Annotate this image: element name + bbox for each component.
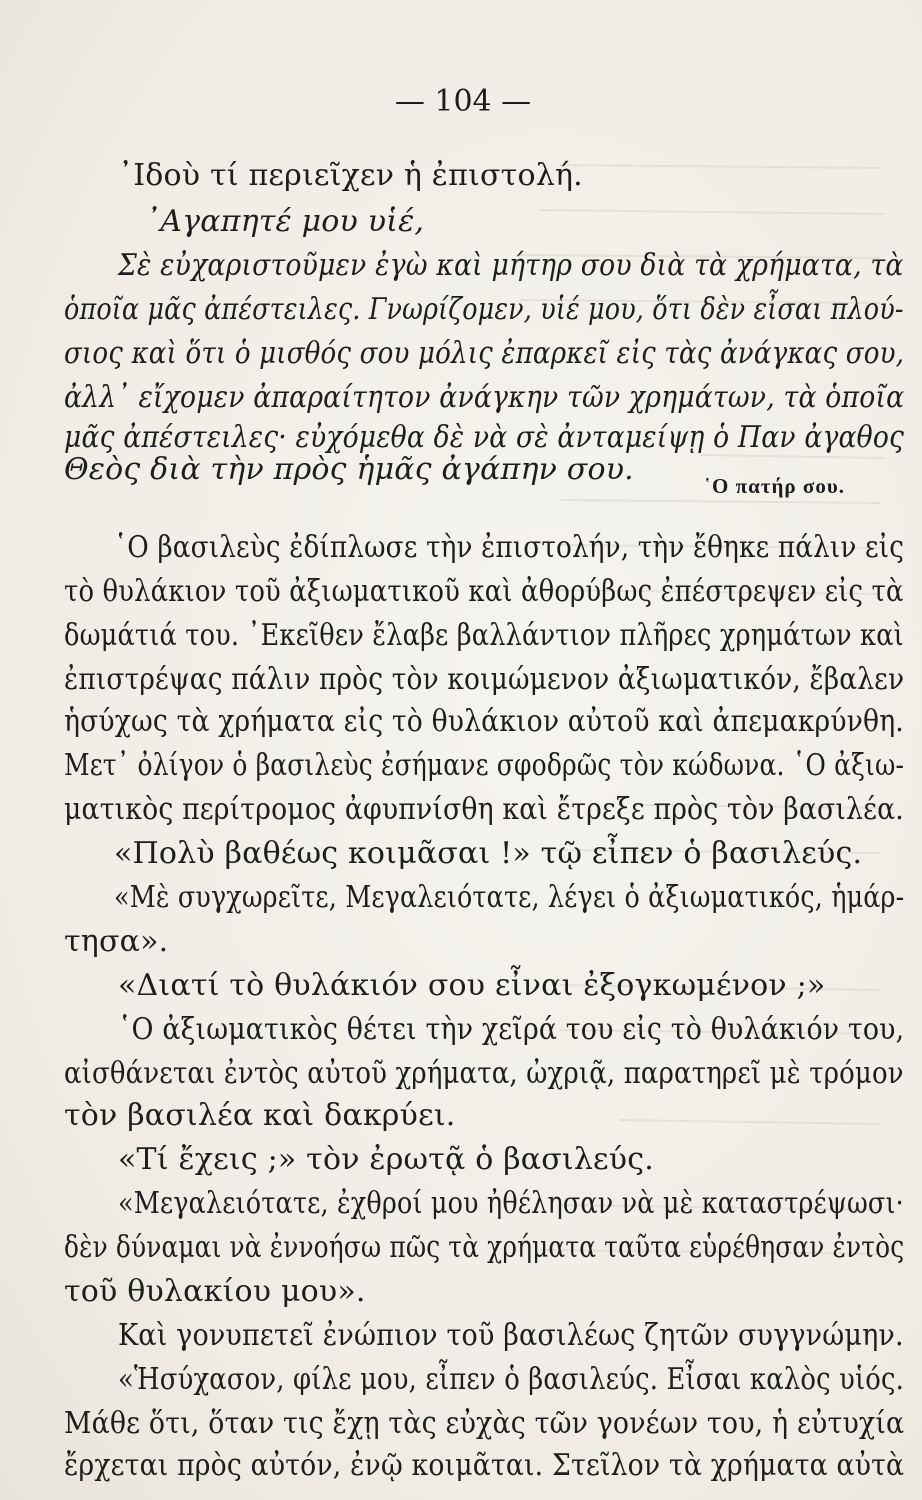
text-line: ἀλλ᾿ εἴχομεν ἀπαραίτητον ἀνάγκην τῶν χρημάτων, τὰ ὁποῖα — [64, 380, 905, 415]
text-line: ματικὸς περίτρομος ἀφυπνίσθη καὶ ἔτρεξε πρὸς τὸν βασιλέα. — [64, 792, 904, 827]
text-line: Σὲ εὐχαριστοῦμεν ἐγὼ καὶ μήτηρ σου διὰ τὰ χρήματα, τὰ — [118, 248, 904, 283]
text-line: ᾿Αγαπητέ μου υἱέ, — [145, 204, 425, 239]
text-line: Μάθε ὅτι, ὅταν τις ἔχῃ τὰς εὐχὰς τῶν γονέων του, ἡ εὐτυχία — [64, 1406, 905, 1441]
text-line: Καὶ γονυπετεῖ ἐνώπιον τοῦ βασιλέως ζητῶν συγγνώμην. — [118, 1318, 904, 1353]
text-line: «Ἡσύχασον, φίλε μου, εἶπεν ὁ βασιλεύς. Εἶσαι καλὸς υἱός. — [118, 1362, 905, 1397]
text-line: μᾶς ἀπέστειλες· εὐχόμεθα δὲ νὰ σὲ ἀνταμείψῃ ὁ Παν ἀγαθος — [64, 420, 905, 455]
letter-signature: ῾Ο πατήρ σου. — [704, 474, 845, 498]
text-line: ὁποῖα μᾶς ἀπέστειλες. Γνωρίζομεν, υἱέ μου, ὅτι δὲν εἶσαι πλού- — [64, 292, 904, 327]
text-line: δωμάτιά του. ᾿Εκεῖθεν ἔλαβε βαλλάντιον πλῆρες χρημάτων καὶ — [64, 618, 904, 653]
text-line: τοῦ θυλακίου μου». — [64, 1274, 366, 1309]
text-line: Μετ᾿ ὀλίγον ὁ βασιλεὺς ἐσήμανε σφοδρῶς τὸν κώδωνα. ῾Ο ἀξιω- — [64, 748, 905, 783]
text-line: ἔρχεται πρὸς αὐτόν, ἐνῷ κοιμᾶται. Στεῖλον τὰ χρήματα αὐτὰ — [64, 1448, 905, 1483]
text-line: ἐπιστρέψας πάλιν πρὸς τὸν κοιμώμενον ἀξιωματικόν, ἔβαλεν — [64, 662, 905, 697]
text-line: ᾿Ιδοὺ τί περιεῖχεν ἡ ἐπιστολή. — [118, 158, 583, 193]
text-line: ῾Ο βασιλεὺς ἐδίπλωσε τὴν ἐπιστολήν, τὴν ἔθηκε πάλιν εἰς — [114, 530, 905, 565]
text-line: τὸν βασιλέα καὶ δακρύει. — [64, 1098, 456, 1133]
text-line: τὸ θυλάκιον τοῦ ἀξιωματικοῦ καὶ ἀθορύβως ἐπέστρεψεν εἰς τὰ — [64, 574, 904, 609]
text-line: «Τί ἔχεις ;» τὸν ἐρωτᾷ ὁ βασιλεύς. — [118, 1142, 654, 1177]
text-line: «Μεγαλειότατε, ἐχθροί μου ἠθέλησαν νὰ μὲ καταστρέψωσι· — [118, 1186, 904, 1221]
text-line: ῾Ο ἀξιωματικὸς θέτει τὴν χεῖρά του εἰς τὸ θυλάκιόν του, — [118, 1012, 905, 1047]
text-line: Θεὸς διὰ τὴν πρὸς ἡμᾶς ἀγάπην σου. — [64, 452, 634, 487]
text-line: «Πολὺ βαθέως κοιμᾶσαι !» τῷ εἶπεν ὁ βασιλεύς. — [114, 836, 863, 871]
text-line: ἡσύχως τὰ χρήματα εἰς τὸ θυλάκιον αὐτοῦ καὶ ἀπεμακρύνθη. — [64, 704, 904, 739]
text-line: δὲν δύναμαι νὰ ἐννοήσω πῶς τὰ χρήματα ταῦτα εὑρέθησαν ἐντὸς — [64, 1230, 905, 1265]
page-number: — 104 — — [394, 84, 532, 119]
text-line: σιος καὶ ὅτι ὁ μισθός σου μόλις ἐπαρκεῖ εἰς τὰς ἀνάγκας σου, — [64, 336, 905, 371]
text-line: «Διατί τὸ θυλάκιόν σου εἶναι ἐξογκωμένον ;» — [118, 968, 826, 1003]
text-line: τησα». — [64, 924, 169, 959]
text-line: αἰσθάνεται ἐντὸς αὐτοῦ χρήματα, ὠχριᾷ, παρατηρεῖ μὲ τρόμον — [64, 1056, 904, 1091]
text-line: «Μὲ συγχωρεῖτε, Μεγαλειότατε, λέγει ὁ ἀξιωματικός, ἡμάρ- — [114, 880, 905, 915]
